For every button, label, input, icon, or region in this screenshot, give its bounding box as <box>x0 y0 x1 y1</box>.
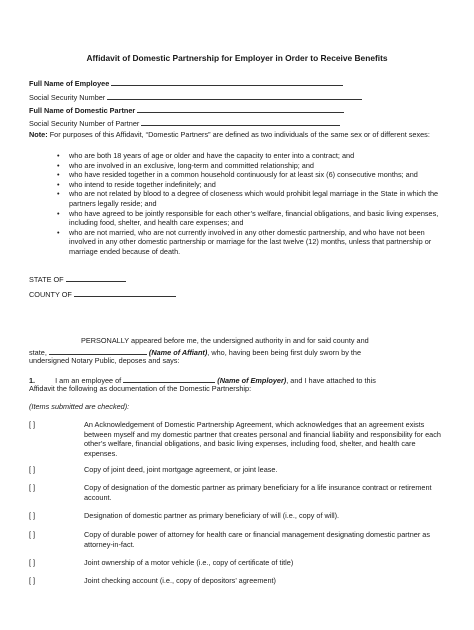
list-item: • who are both 18 years of age or older and have the capacity to enter into a contract; and <box>57 151 355 160</box>
checkbox[interactable]: [ ] <box>29 511 36 520</box>
partner-ssn-field <box>29 117 340 129</box>
list-item: • who are not related by blood to a degree of closeness which would prohibit legal marriage in the State in which the partners legally reside; and <box>57 189 439 208</box>
state-field <box>29 273 126 285</box>
county-field <box>29 288 176 300</box>
employee-ssn-line[interactable] <box>107 91 362 100</box>
employer-label: (Name of Employer) <box>217 376 287 385</box>
checklist-item-text: Copy of designation of the domestic partner as primary beneficiary for a life insurance contract or retirement account. <box>84 483 432 502</box>
affiant-label: (Name of Affiant) <box>148 348 208 357</box>
state-line[interactable] <box>66 273 126 282</box>
document-title: Affidavit of Domestic Partnership for Employer in Order to Receive Benefits <box>86 53 388 63</box>
attached-text: , and I have attached to this <box>286 376 376 385</box>
note-text: For purposes of this Affidavit, “Domestic Partners” are defined as two individuals of the same sex or of different sexes: <box>49 130 430 139</box>
employee-of-text: I am an employee of <box>55 376 122 385</box>
bullet-icon: • <box>57 189 60 199</box>
county-label: COUNTY OF <box>29 290 72 299</box>
list-item: • who have agreed to be jointly responsible for each other’s welfare, financial obligations, and basic living expenses, including food, shelter, and health care expenses; and <box>57 208 439 228</box>
checkbox[interactable]: [ ] <box>29 420 36 429</box>
employer-name-line[interactable] <box>123 374 215 383</box>
partner-name-line[interactable] <box>137 104 344 113</box>
definition-note <box>29 130 447 140</box>
bullet-icon: • <box>57 151 60 160</box>
bullet-icon: • <box>57 179 60 189</box>
list-item: • who are involved in an exclusive, long-term and committed relationship; and <box>57 160 314 170</box>
bullet-icon: • <box>57 227 60 237</box>
appearance-suffix: , who, having been being first duly sworn by the <box>207 348 362 357</box>
bullet-icon: • <box>57 170 60 180</box>
partner-name-label: Full Name of Domestic Partner <box>29 106 136 115</box>
paragraph-1-line-2: Affidavit the following as documentation of the Domestic Partnership: <box>29 384 252 393</box>
employee-name-field <box>29 77 343 89</box>
affiant-name-line[interactable] <box>49 346 147 355</box>
checkbox[interactable]: [ ] <box>29 483 36 492</box>
appearance-line-1: PERSONALLY appeared before me, the undersigned authority in and for said county and <box>81 336 369 345</box>
checkbox[interactable]: [ ] <box>29 530 36 539</box>
checklist-item-text: Copy of durable power of attorney for health care or financial management designating domestic partner as attorney-in-fact. <box>84 530 430 549</box>
partner-ssn-label: Social Security Number of Partner <box>29 119 140 128</box>
items-heading: (Items submitted are checked): <box>29 402 130 411</box>
bullet-icon: • <box>57 208 60 218</box>
checklist-item-text: Joint ownership of a motor vehicle (i.e., copy of certificate of title) <box>84 558 294 567</box>
requirements-list <box>57 151 447 257</box>
checkbox[interactable]: [ ] <box>29 576 36 585</box>
list-item: • who intend to reside together indefinitely; and <box>57 179 216 189</box>
partner-name-field <box>29 104 344 116</box>
employee-name-line[interactable] <box>111 77 343 86</box>
bullet-icon: • <box>57 160 60 170</box>
employee-name-label: Full Name of Employee <box>29 79 110 88</box>
county-line[interactable] <box>74 288 176 297</box>
state-label: STATE OF <box>29 275 64 284</box>
note-prefix: Note: <box>29 130 48 139</box>
checklist-item-text: Joint checking account (i.e., copy of depositors’ agreement) <box>84 576 276 585</box>
checklist-item-text: An Acknowledgement of Domestic Partnership Agreement, which acknowledges that an agreement exists between myself and my domestic partner that creates personal and financial liability and responsibility for each other’s welfare, financial obligations, and basic living expenses, including food, shelter, and health care expenses. <box>84 420 441 458</box>
checklist-item-text: Designation of domestic partner as primary beneficiary of will (i.e., copy of will). <box>84 511 340 520</box>
list-item: • who have resided together in a common household continuously for at least six (6) consecutive months; and <box>57 170 418 180</box>
employee-ssn-field <box>29 91 362 103</box>
employee-ssn-label: Social Security Number <box>29 93 106 102</box>
checkbox[interactable]: [ ] <box>29 558 36 567</box>
checklist-item-text: Copy of joint deed, joint mortgage agreement, or joint lease. <box>84 465 278 474</box>
appearance-line-3: undersigned Notary Public, deposes and says: <box>29 356 180 365</box>
partner-ssn-line[interactable] <box>141 117 340 126</box>
state-prefix: state, <box>29 348 47 357</box>
paragraph-number: 1. <box>29 376 36 385</box>
checkbox[interactable]: [ ] <box>29 465 36 474</box>
list-item: • who are not married, who are not currently involved in any other domestic partnership, and who have not been involved in any other domestic partnership or marriage for the last twelve (12) months, unless that partnership or marriage ended because of death. <box>57 227 432 256</box>
